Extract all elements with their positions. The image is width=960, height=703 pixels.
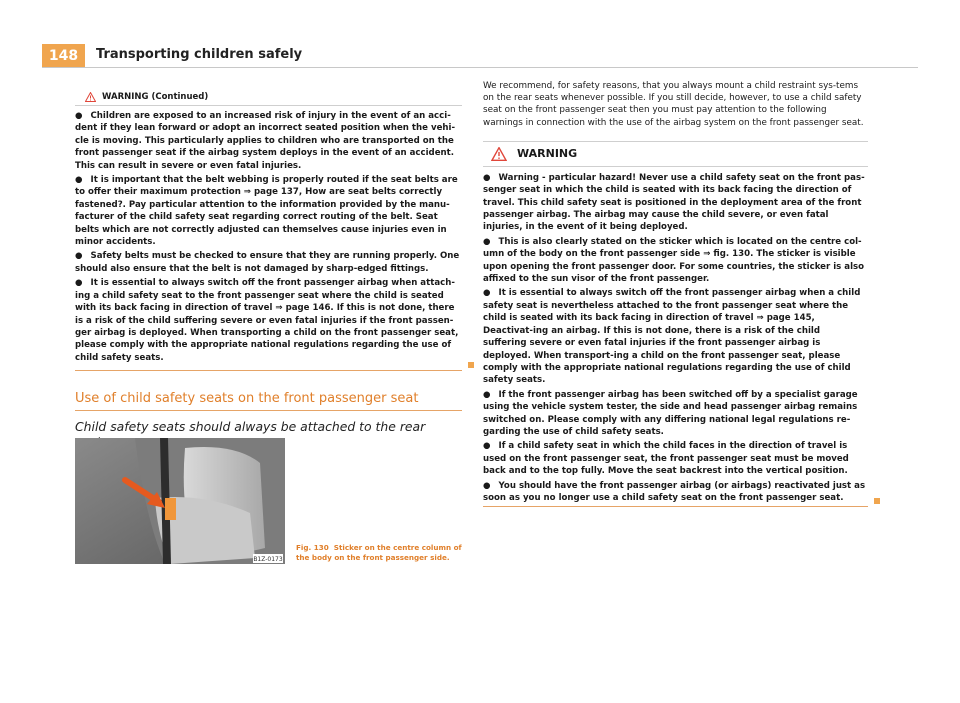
figure-sticker-photo <box>75 438 285 564</box>
warning-bullet: ● It is essential to always switch off the front passenger airbag when a child safety seat is nevertheless attached to the front passenger seat where the child is seated with its back facing in direction of travel ⇒ page 145, Deactivat-ing an airbag. If this is not done, there is a risk of the child suffering severe or even fatal injuries if the front passenger airbag is deployed. When transport-ing a child on the front passenger seat, please comply with the appropriate national regulations regarding the use of child safety seats. <box>483 288 861 386</box>
header-divider <box>42 67 918 68</box>
warning-continued-box <box>75 88 462 371</box>
section-subtitle: Child safety seats should always be attached to the rear <box>75 419 426 435</box>
bullet-marker: ● <box>75 251 83 262</box>
section-end-marker <box>874 498 880 504</box>
right-column <box>483 80 868 507</box>
bullet-marker: ● <box>483 172 491 183</box>
warning-continued-title: WARNING (Continued) <box>102 91 209 102</box>
bullet-marker: ● <box>483 441 491 452</box>
figure-caption <box>296 543 466 562</box>
bullet-marker: ● <box>483 480 491 491</box>
warning-box <box>483 141 868 508</box>
bullet-marker: ● <box>75 175 83 186</box>
warning-bullet: ● Warning - particular hazard! Never use a child safety seat on the front pas-senger seat in which the child is seated with its back facing the direction of travel. This child safety seat is positioned in the deployment area of the front passenger airbag. The airbag may cause the child severe, or even fatal injuries, in the event of it being deployed. <box>483 172 865 233</box>
warning-continued-header <box>75 88 462 106</box>
page-number: 148 <box>42 44 85 68</box>
section-end-marker <box>468 362 474 368</box>
warning-triangle-icon <box>491 147 507 161</box>
warning-bullet: ● If a child safety seat in which the child faces in the direction of travel is used on the front passenger seat, the front passenger seat must be moved back and to the top fully. Move the seat backrest into the vertical position. <box>483 441 849 477</box>
bullet-marker: ● <box>75 111 83 121</box>
page-header <box>42 44 918 68</box>
bullet-marker: ● <box>483 288 491 299</box>
figure-caption-text: Sticker on the centre column of the body on the front passenger side. <box>296 543 462 562</box>
warning-bullet: ● Safety belts must be checked to ensure that they are running properly. One should also ensure that the belt is not damaged by sharp-edged fittings. <box>75 251 460 274</box>
figure-code: B1Z-0173 <box>253 556 283 563</box>
warning-header <box>483 142 868 167</box>
warning-bullet: ● If the front passenger airbag has been switched off by a specialist garage using the vehicle system tester, the side and head passenger airbag remains switched on. Please comply with any differing national legal regulations re-garding the use of child safety seats. <box>483 389 858 437</box>
warning-bullet: ● It is essential to always switch off the front passenger airbag when attach-ing a child safety seat to the front passenger seat where the child is seated with its back facing in direction of travel ⇒ page 146. If this is not done, there is a risk of the child suffering severe or even fatal injuries if the front passen-ger airbag is deployed. When transporting a child on the front passenger seat, please comply with the appropriate national regulations regarding the use of child safety seats. <box>75 278 459 363</box>
intro-paragraph: We recommend, for safety reasons, that you always mount a child restraint sys-tems on the rear seats whenever possible. If you still decide, however, to use a child safety seat on the front passenger seat then you must pay attention to the following warnings in connection with the use of the airbag system on the front passenger seat. <box>483 81 864 128</box>
warning-body <box>483 167 868 505</box>
section-title: Use of child safety seats on the front passenger seat <box>75 391 462 411</box>
left-column <box>75 88 462 563</box>
warning-title: WARNING <box>517 147 578 161</box>
warning-bullet: ● It is important that the belt webbing is properly routed if the seat belts are to offer their maximum protection ⇒ page 137, How are seat belts correctly fastened?. Pay particular attention to the information provided by the manu-facturer of the child safety seat regarding correct routing of the belt. Seat belts which are not correctly adjusted can themselves cause injuries even in minor accidents. <box>75 175 458 248</box>
bullet-marker: ● <box>483 236 491 247</box>
warning-bullet: ● You should have the front passenger airbag (or airbags) reactivated just as soon as you no longer use a child safety seat on the front passenger seat. <box>483 480 866 503</box>
warning-bullet: ● Children are exposed to an increased risk of injury in the event of an acci-dent if they lean forward or adopt an incorrect seated position when the vehi-cle is moving. This particularly applies to children who are transported on the front passenger seat if the airbag system deploys in the event of an accident. This can result in severe or even fatal injuries. <box>75 111 456 171</box>
warning-triangle-icon <box>85 92 96 102</box>
chapter-title: Transporting children safely <box>96 47 303 62</box>
bullet-marker: ● <box>75 278 83 289</box>
figure-label: Fig. 130 <box>296 543 329 552</box>
sticker-mark <box>165 498 176 520</box>
warning-continued-body <box>75 106 462 364</box>
warning-bullet: ● This is also clearly stated on the sticker which is located on the centre col-umn of the body on the front passenger side ⇒ fig. 130. The sticker is visible upon opening the front passenger door. For some countries, the sticker is also affixed to the sun visor of the front passenger. <box>483 236 865 285</box>
bullet-marker: ● <box>483 389 491 400</box>
